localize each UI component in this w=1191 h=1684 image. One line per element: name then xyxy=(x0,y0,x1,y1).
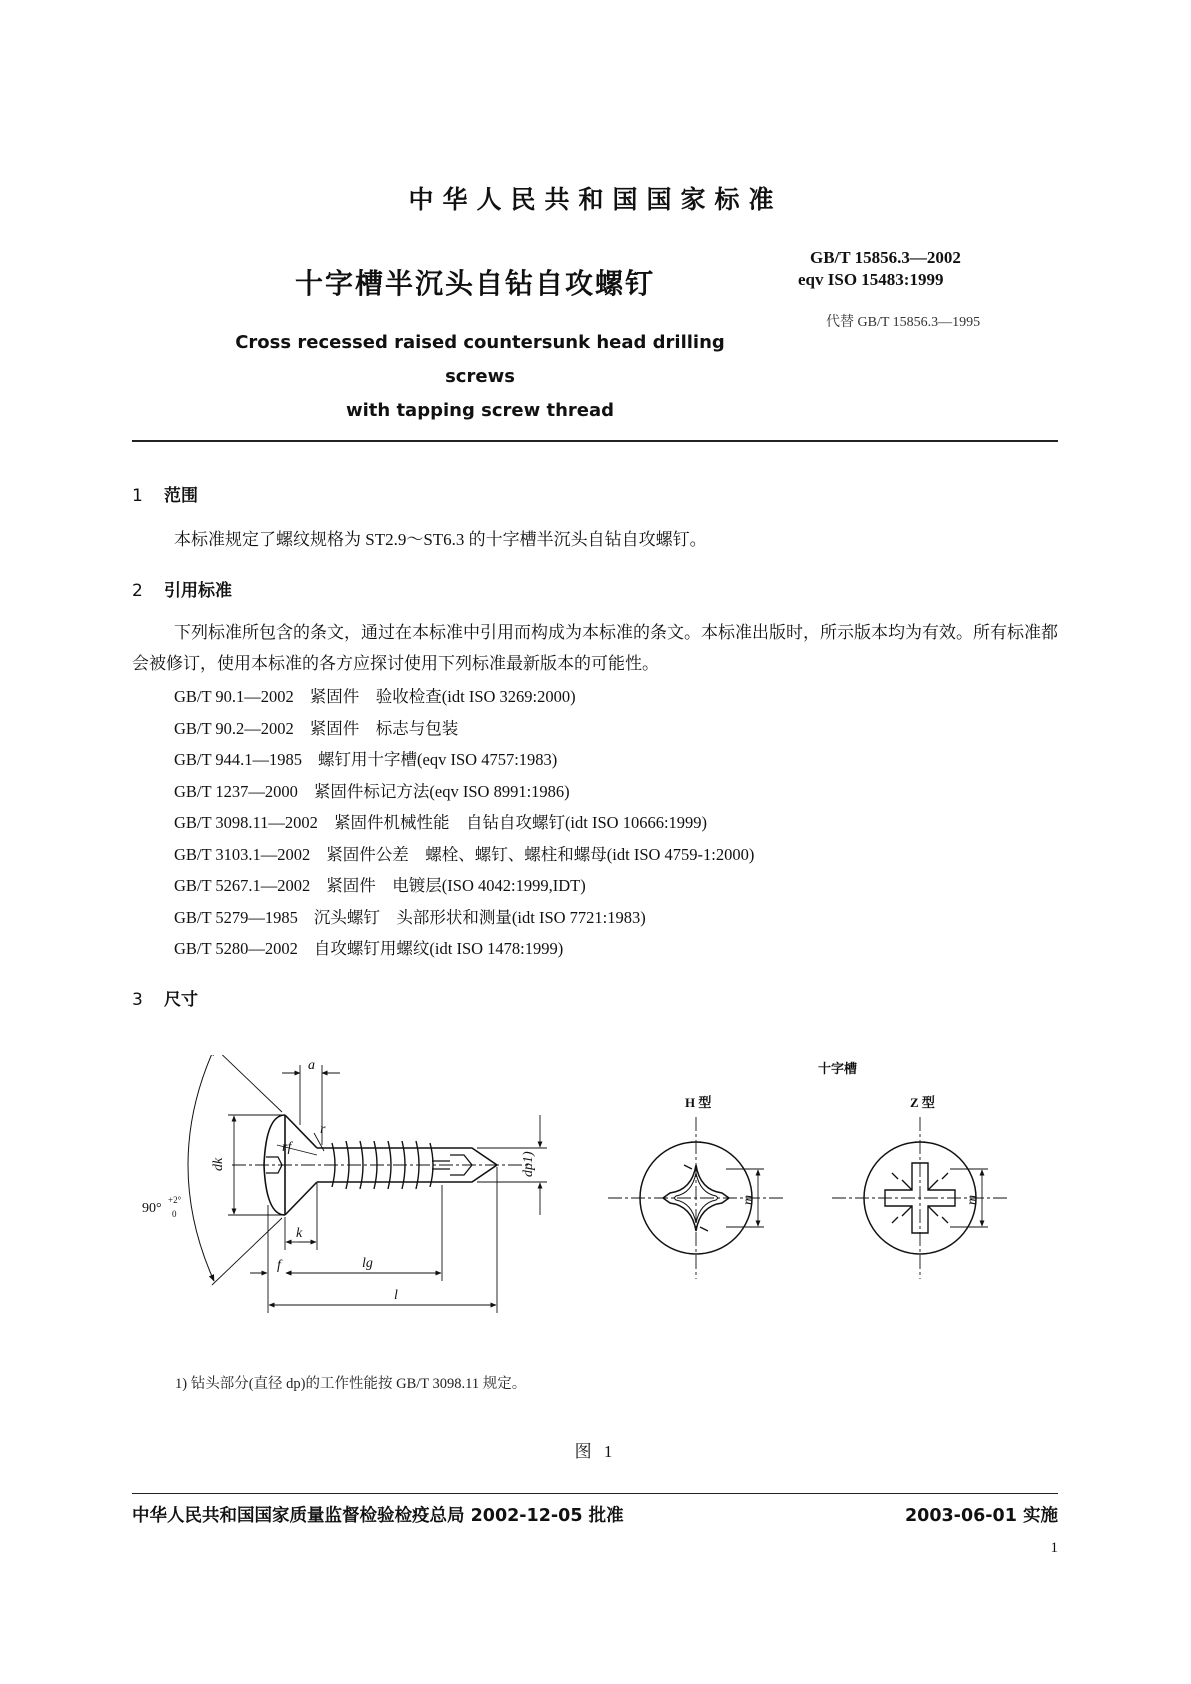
reference-title: 沉头螺钉 头部形状和测量(idt ISO 7721:1983) xyxy=(313,907,646,927)
reference-title: 紧固件标记方法(eqv ISO 8991:1986) xyxy=(313,781,570,801)
figure-footnote: 1) 钻头部分(直径 dp)的工作性能按 GB/T 3098.11 规定。 xyxy=(175,1376,527,1392)
reference-item xyxy=(174,839,754,871)
english-title-line-1: Cross recessed raised countersunk head drilling screws xyxy=(235,332,725,387)
reference-item xyxy=(174,933,754,965)
page-number: 1 xyxy=(1050,1540,1058,1556)
label-a: a xyxy=(308,1058,315,1073)
label-l: l xyxy=(394,1288,398,1303)
chinese-title: 十字槽半沉头自钻自攻螺钉 xyxy=(295,267,656,300)
english-title xyxy=(200,326,760,428)
recess-title: 十字槽 xyxy=(818,1061,858,1076)
reference-list xyxy=(174,681,754,965)
angle-label: 90° xyxy=(142,1201,162,1216)
footer-divider xyxy=(132,1493,1058,1494)
equivalent-standard: eqv ISO 15483:1999 xyxy=(798,270,944,289)
z-type-recess-view xyxy=(832,1095,1008,1279)
z-label-m: m xyxy=(965,1194,980,1205)
dimension-lg xyxy=(286,1185,442,1281)
reference-item xyxy=(174,870,754,902)
screw-side-view xyxy=(232,1115,532,1215)
section-3-title: 尺寸 xyxy=(164,990,198,1010)
reference-title: 紧固件机械性能 自钻自攻螺钉(idt ISO 10666:1999) xyxy=(333,813,708,832)
section-2-text: 下列标准所包含的条文，通过在本标准中引用而构成为本标准的条文。本标准出版时，所示版本均为有效。所有标准都会被修订，使用本标准的各方应探讨使用下列标准最新版本的可能性。 xyxy=(132,623,1058,673)
header-divider xyxy=(132,440,1058,442)
reference-code: GB/T 5280—2002 xyxy=(174,939,298,958)
section-2-title: 引用标准 xyxy=(164,581,232,601)
section-1-text: 本标准规定了螺纹规格为 ST2.9～ST6.3 的十字槽半沉头自钻自攻螺钉。 xyxy=(174,530,707,549)
dimension-a xyxy=(282,1058,340,1145)
reference-item xyxy=(174,713,754,745)
reference-code: GB/T 5267.1—2002 xyxy=(174,876,311,895)
section-3-heading xyxy=(132,985,198,1010)
label-dk: dk xyxy=(211,1157,226,1171)
reference-code: GB/T 1237—2000 xyxy=(174,781,298,801)
label-dp: dp1) xyxy=(521,1151,536,1177)
section-1-heading xyxy=(132,481,198,506)
label-k: k xyxy=(296,1226,303,1241)
reference-item xyxy=(174,744,754,776)
figure-caption: 图 1 xyxy=(574,1442,617,1461)
reference-code: GB/T 3103.1—2002 xyxy=(174,844,311,864)
reference-title: 紧固件 标志与包装 xyxy=(309,718,459,738)
effective-date: 2003-06-01 实施 xyxy=(904,1506,1058,1526)
english-title-line-2: with tapping screw thread xyxy=(345,400,615,421)
reference-code: GB/T 944.1—1985 xyxy=(174,750,303,769)
reference-code: GB/T 90.2—2002 xyxy=(174,718,294,738)
national-standard-title: 中华人民共和国国家标准 xyxy=(408,185,783,214)
reference-title: 自攻螺钉用螺纹(idt ISO 1478:1999) xyxy=(313,939,564,958)
standard-code: GB/T 15856.3—2002 xyxy=(810,248,961,267)
section-2-number: 2 xyxy=(132,581,143,601)
dimension-dk xyxy=(211,1115,282,1215)
section-1-title: 范围 xyxy=(164,486,198,506)
reference-title: 螺钉用十字槽(eqv ISO 4757:1983) xyxy=(318,750,558,769)
replaces-standard: 代替 GB/T 15856.3—1995 xyxy=(826,315,981,330)
reference-code: GB/T 90.1—2002 xyxy=(174,687,294,706)
reference-item xyxy=(174,776,754,808)
reference-title: 紧固件公差 螺栓、螺钉、螺柱和螺母(idt ISO 4759-1:2000) xyxy=(326,844,755,864)
reference-item xyxy=(174,681,754,713)
section-2-heading xyxy=(132,576,232,601)
h-type-label: H 型 xyxy=(685,1095,712,1110)
section-1-number: 1 xyxy=(132,486,143,506)
angle-tol-minus: 0 xyxy=(172,1209,177,1219)
h-label-m: m xyxy=(741,1194,756,1205)
angle-tol-plus: +2° xyxy=(168,1195,182,1205)
standard-code-block xyxy=(798,247,961,291)
reference-title: 紧固件 电镀层(ISO 4042:1999,IDT) xyxy=(326,876,586,895)
label-rf: rf xyxy=(282,1140,292,1155)
screw-drawing-figure xyxy=(132,1055,1062,1355)
label-lg: lg xyxy=(362,1256,373,1271)
label-r: r xyxy=(320,1122,326,1137)
reference-item xyxy=(174,807,754,839)
dimension-k-f xyxy=(250,1183,317,1280)
dimension-l xyxy=(268,1167,497,1313)
section-3-number: 3 xyxy=(132,990,143,1010)
reference-title: 紧固件 验收检查(idt ISO 3269:2000) xyxy=(309,687,576,706)
reference-code: GB/T 3098.11—2002 xyxy=(174,813,318,832)
label-f: f xyxy=(277,1258,281,1273)
h-type-recess-view xyxy=(608,1095,784,1279)
z-type-label: Z 型 xyxy=(910,1095,935,1110)
reference-item xyxy=(174,902,754,934)
approval-line: 中华人民共和国国家质量监督检验检疫总局 2002-12-05 批准 xyxy=(132,1506,624,1526)
reference-code: GB/T 5279—1985 xyxy=(174,907,298,927)
